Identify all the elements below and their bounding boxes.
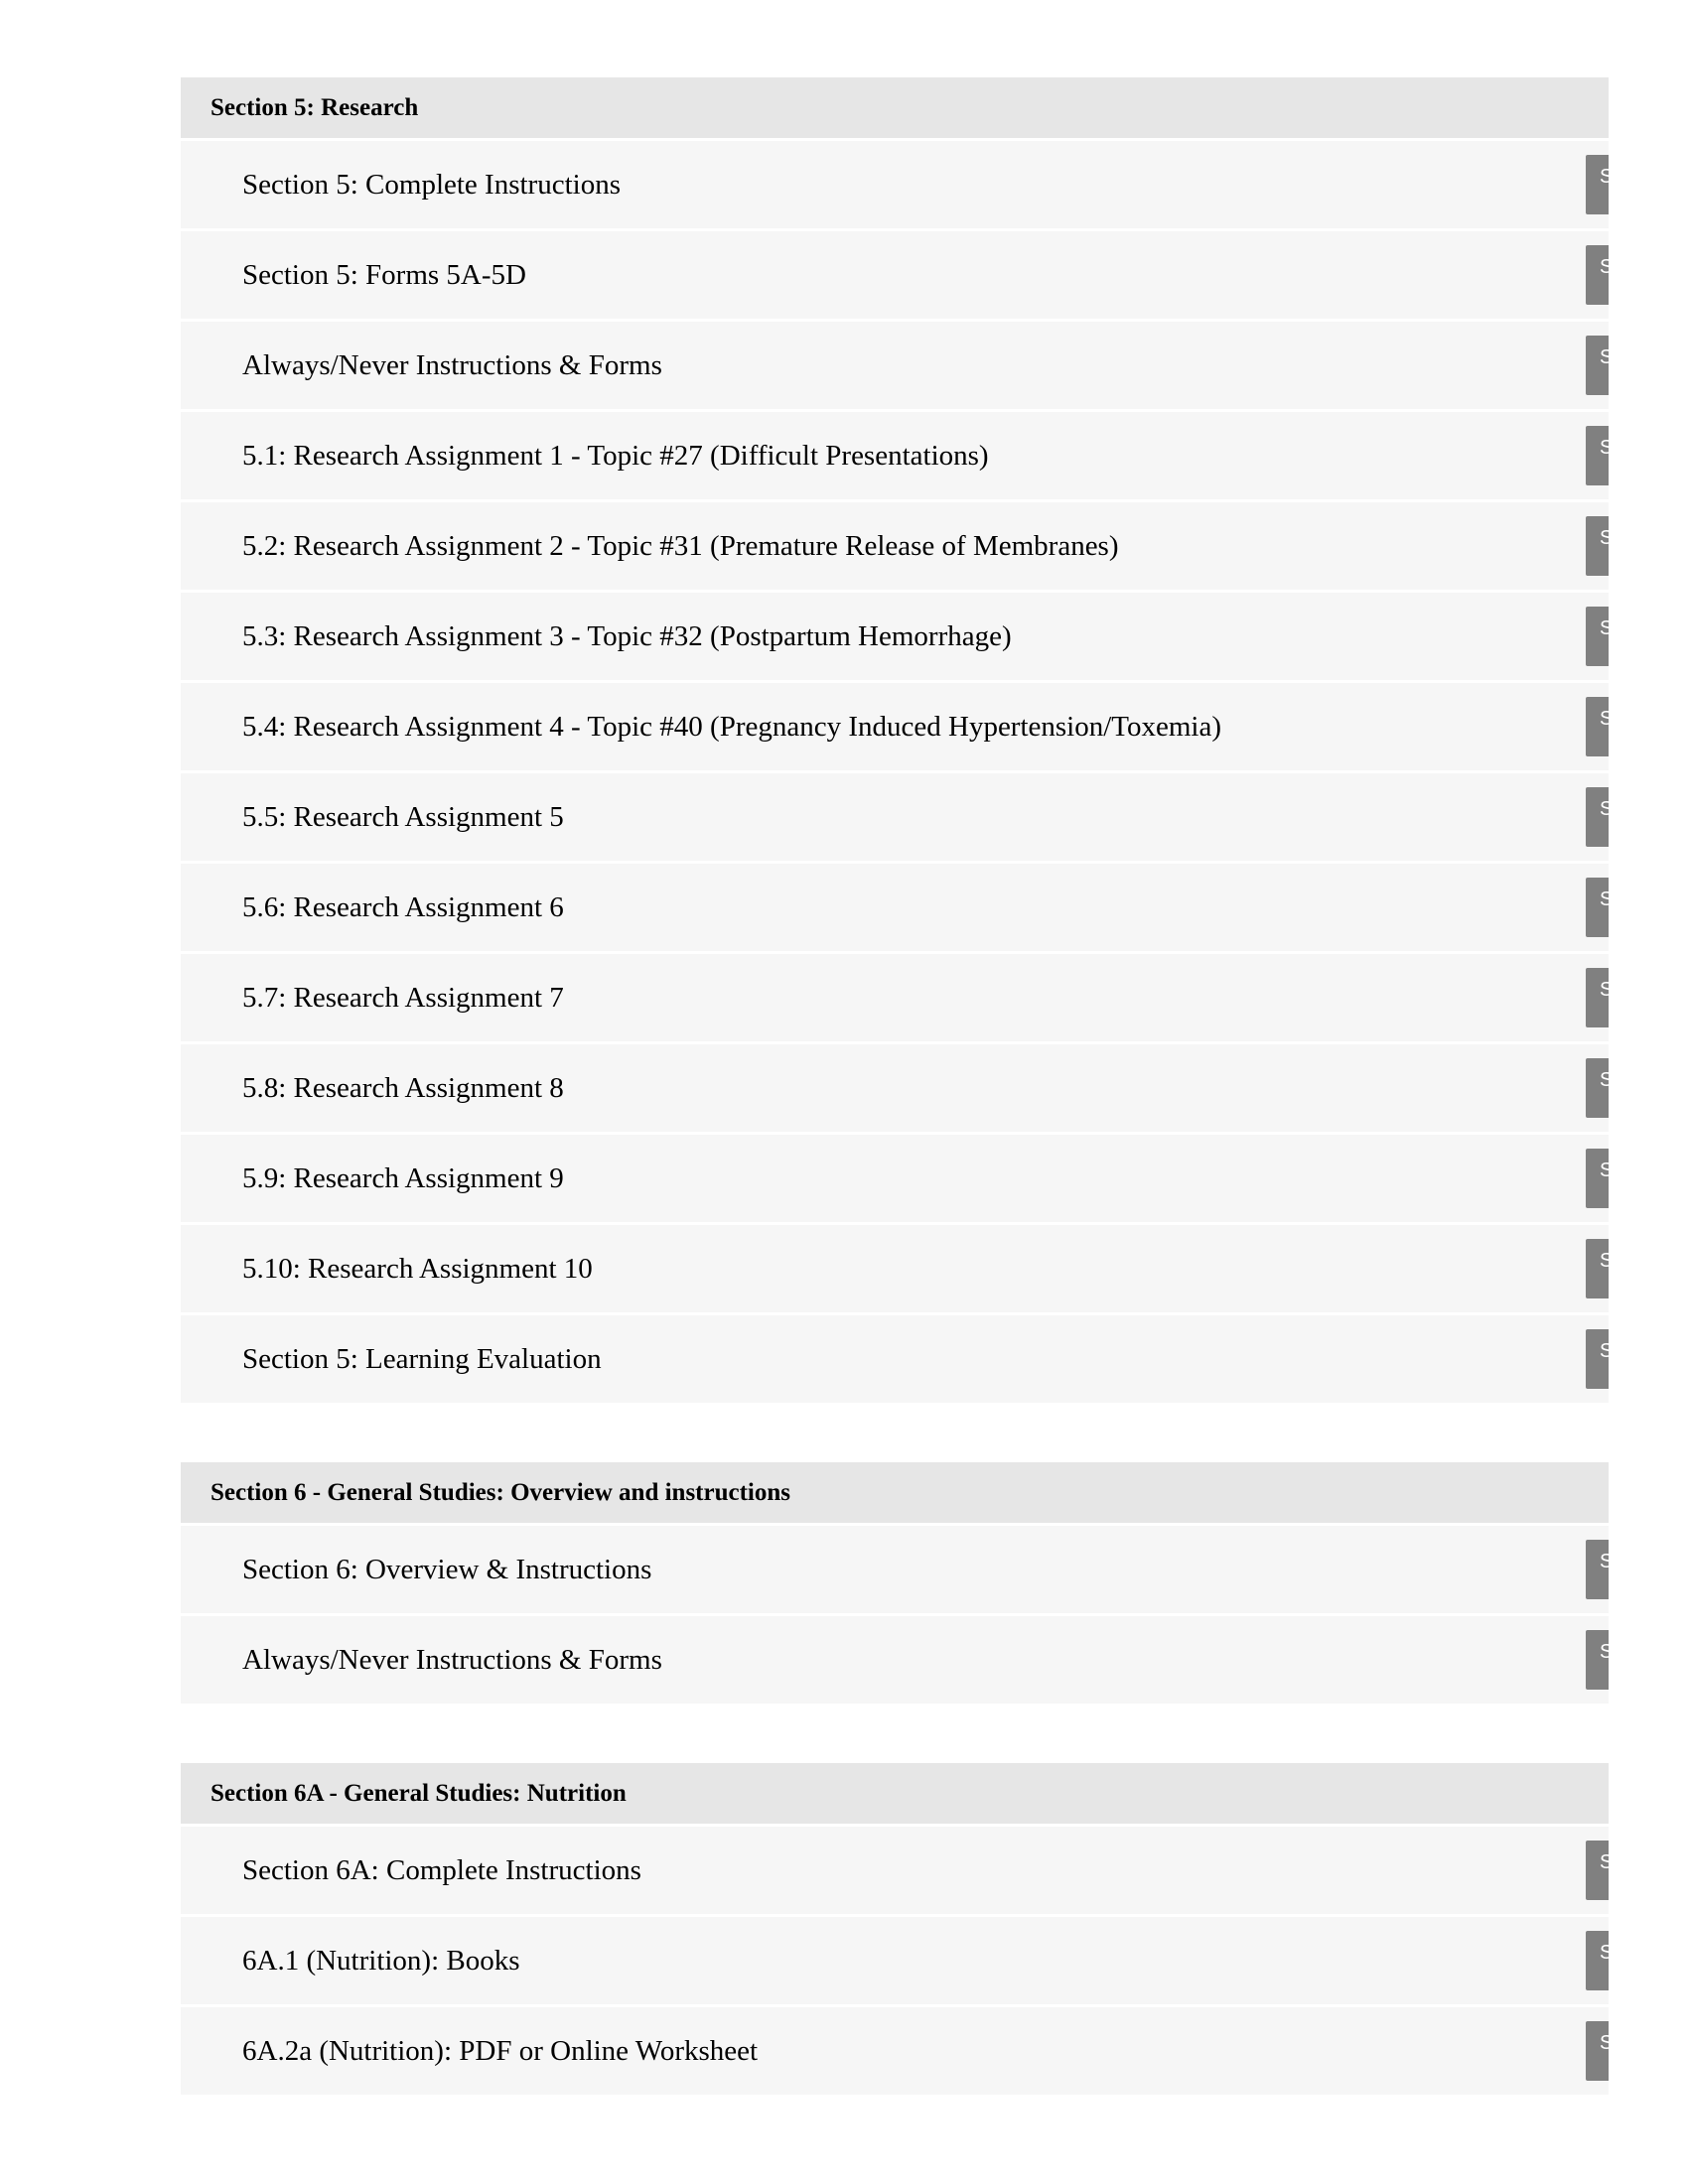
- item-label: Section 5: Complete Instructions: [242, 168, 621, 201]
- item-label: Section 5: Forms 5A-5D: [242, 258, 526, 291]
- item-label: 5.8: Research Assignment 8: [242, 1071, 564, 1104]
- list-item[interactable]: [181, 1315, 1614, 1403]
- item-action-button[interactable]: S: [1586, 155, 1609, 214]
- item-action-button[interactable]: S: [1586, 968, 1609, 1027]
- list-item[interactable]: [181, 1827, 1614, 1914]
- item-action-button[interactable]: S: [1586, 1540, 1609, 1599]
- item-label: Section 6: Overview & Instructions: [242, 1553, 652, 1585]
- item-label: Section 5: Learning Evaluation: [242, 1342, 602, 1375]
- item-action-button[interactable]: S: [1586, 1149, 1609, 1208]
- item-action-button[interactable]: S: [1586, 1630, 1609, 1690]
- list-item[interactable]: [181, 864, 1614, 951]
- list-item[interactable]: [181, 1917, 1614, 2004]
- list-item[interactable]: [181, 141, 1614, 228]
- item-label: 5.1: Research Assignment 1 - Topic #27 (Difficult Presentations): [242, 439, 989, 472]
- section-5-research: [181, 77, 1614, 1403]
- item-label: Section 6A: Complete Instructions: [242, 1853, 641, 1886]
- item-action-button[interactable]: S: [1586, 516, 1609, 576]
- item-label: 5.5: Research Assignment 5: [242, 800, 564, 833]
- list-item[interactable]: [181, 1225, 1614, 1312]
- section-header: Section 6 - General Studies: Overview and instructions: [181, 1462, 1609, 1523]
- item-label: 5.7: Research Assignment 7: [242, 981, 564, 1014]
- item-label: 5.6: Research Assignment 6: [242, 890, 564, 923]
- item-label: 5.4: Research Assignment 4 - Topic #40 (Pregnancy Induced Hypertension/Toxemia): [242, 710, 1221, 743]
- section-header: Section 6A - General Studies: Nutrition: [181, 1763, 1609, 1824]
- list-item[interactable]: [181, 502, 1614, 590]
- item-label: 5.2: Research Assignment 2 - Topic #31 (Premature Release of Membranes): [242, 529, 1119, 562]
- item-label: 5.10: Research Assignment 10: [242, 1252, 593, 1285]
- section-6a-nutrition: [181, 1763, 1614, 2095]
- list-item[interactable]: [181, 1044, 1614, 1132]
- list-item[interactable]: [181, 2007, 1614, 2095]
- item-label: Always/Never Instructions & Forms: [242, 348, 662, 381]
- item-action-button[interactable]: S: [1586, 1841, 1609, 1900]
- section-header: Section 5: Research: [181, 77, 1609, 138]
- list-item[interactable]: [181, 773, 1614, 861]
- item-label: 6A.1 (Nutrition): Books: [242, 1944, 520, 1977]
- list-item[interactable]: [181, 322, 1614, 409]
- list-item[interactable]: [181, 1135, 1614, 1222]
- item-action-button[interactable]: S: [1586, 1931, 1609, 1990]
- item-action-button[interactable]: S: [1586, 607, 1609, 666]
- item-action-button[interactable]: S: [1586, 245, 1609, 305]
- item-action-button[interactable]: S: [1586, 1058, 1609, 1118]
- list-item[interactable]: [181, 1616, 1614, 1704]
- list-item[interactable]: [181, 683, 1614, 770]
- course-outline: [181, 77, 1614, 2154]
- item-action-button[interactable]: S: [1586, 426, 1609, 485]
- item-action-button[interactable]: S: [1586, 697, 1609, 756]
- item-action-button[interactable]: S: [1586, 787, 1609, 847]
- item-action-button[interactable]: S: [1586, 878, 1609, 937]
- item-label: 5.3: Research Assignment 3 - Topic #32 (Postpartum Hemorrhage): [242, 619, 1012, 652]
- item-action-button[interactable]: S: [1586, 1239, 1609, 1298]
- list-item[interactable]: [181, 1526, 1614, 1613]
- item-action-button[interactable]: S: [1586, 1329, 1609, 1389]
- item-label: 6A.2a (Nutrition): PDF or Online Worksheet: [242, 2034, 759, 2067]
- list-item[interactable]: [181, 231, 1614, 319]
- item-label: 5.9: Research Assignment 9: [242, 1161, 564, 1194]
- item-label: Always/Never Instructions & Forms: [242, 1643, 662, 1676]
- item-action-button[interactable]: S: [1586, 336, 1609, 395]
- list-item[interactable]: [181, 593, 1614, 680]
- item-action-button[interactable]: S: [1586, 2021, 1609, 2081]
- list-item[interactable]: [181, 412, 1614, 499]
- list-item[interactable]: [181, 954, 1614, 1041]
- section-6-general-studies-overview: [181, 1462, 1614, 1704]
